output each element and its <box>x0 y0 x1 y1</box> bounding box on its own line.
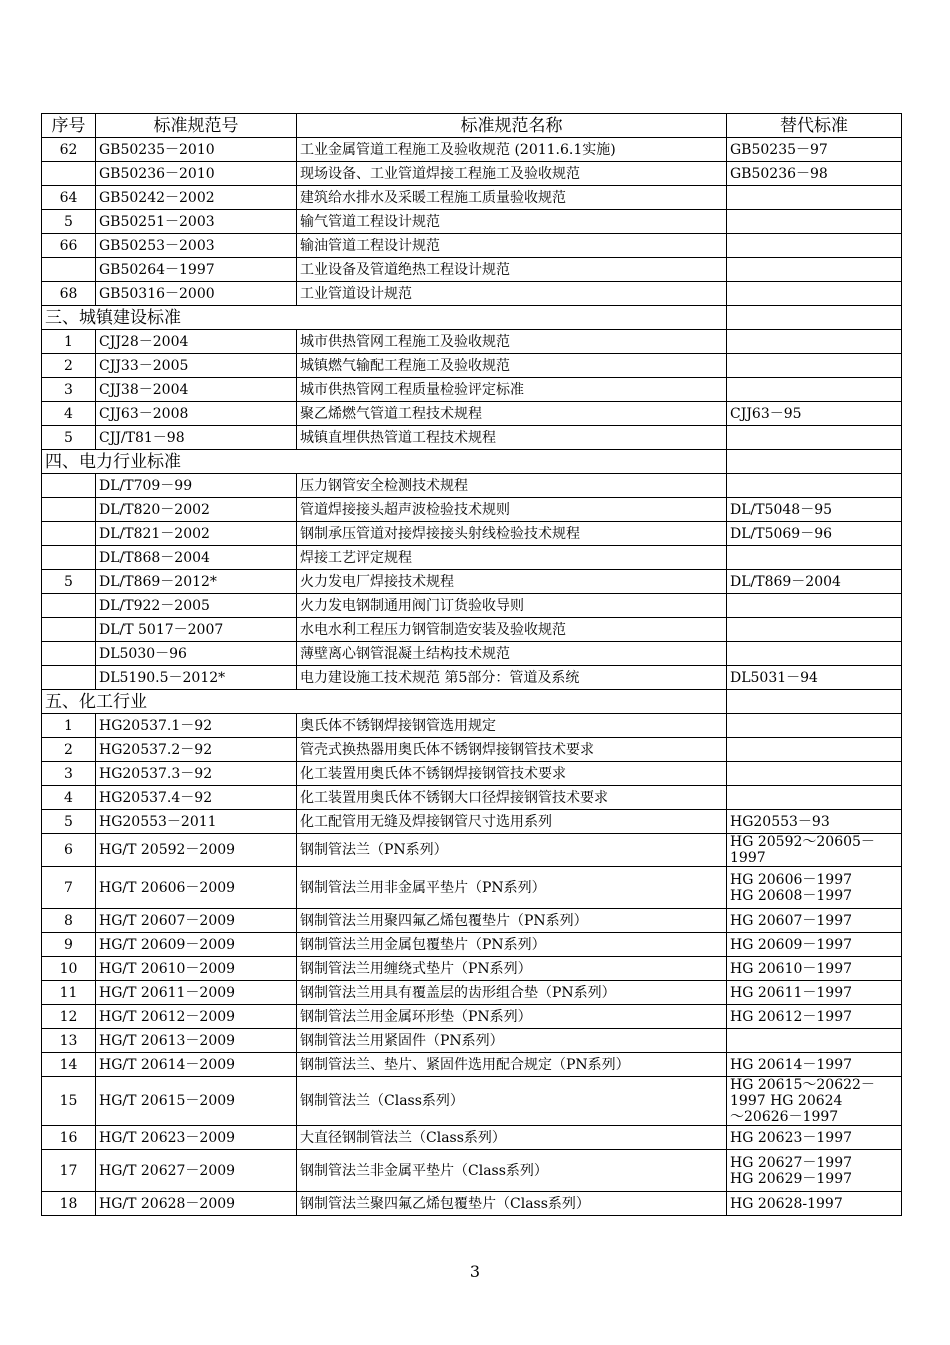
table-row <box>42 546 902 570</box>
table-row <box>42 522 902 546</box>
cell-name: 输气管道工程设计规范 <box>297 210 727 234</box>
section-title: 四、电力行业标准 <box>42 450 727 474</box>
table-row <box>42 378 902 402</box>
cell-code: DL/T821－2002 <box>96 522 297 546</box>
section-empty-cell <box>727 450 902 474</box>
table-row <box>42 258 902 282</box>
replacement-line: HG 20608－1997 <box>730 887 853 904</box>
cell-replacement <box>727 909 902 933</box>
cell-no <box>42 498 96 522</box>
cell-replacement <box>727 594 902 618</box>
cell-replacement <box>727 1029 902 1053</box>
table-row <box>42 810 902 834</box>
cell-replacement <box>727 282 902 306</box>
cell-name: 化工配管用无缝及焊接钢管尺寸选用系列 <box>297 810 727 834</box>
cell-name: 电力建设施工技术规范 第5部分：管道及系统 <box>297 666 727 690</box>
cell-name: 城市供热管网工程施工及验收规范 <box>297 330 727 354</box>
cell-name: 城镇燃气输配工程施工及验收规范 <box>297 354 727 378</box>
cell-name: 水电水利工程压力钢管制造安装及验收规范 <box>297 618 727 642</box>
cell-name: 压力钢管安全检测技术规程 <box>297 474 727 498</box>
cell-name: 管道焊接接头超声波检验技术规则 <box>297 498 727 522</box>
cell-name: 火力发电厂焊接技术规程 <box>297 570 727 594</box>
cell-code: HG/T 20627－2009 <box>96 1150 297 1192</box>
table-row <box>42 933 902 957</box>
cell-name: 钢制管法兰用紧固件（PN系列） <box>297 1029 727 1053</box>
cell-no: 5 <box>42 810 96 834</box>
replacement-line: HG 20612－1997 <box>730 1008 853 1025</box>
cell-no: 64 <box>42 186 96 210</box>
table-row <box>42 162 902 186</box>
cell-name: 钢制管法兰用具有覆盖层的齿形组合垫（PN系列） <box>297 981 727 1005</box>
cell-code: DL5030－96 <box>96 642 297 666</box>
cell-replacement <box>727 1126 902 1150</box>
cell-no: 5 <box>42 426 96 450</box>
section-row <box>42 450 902 474</box>
table-row <box>42 867 902 909</box>
table-row <box>42 426 902 450</box>
cell-replacement <box>727 933 902 957</box>
cell-no <box>42 162 96 186</box>
cell-replacement <box>727 714 902 738</box>
cell-replacement <box>727 378 902 402</box>
table-row <box>42 714 902 738</box>
cell-code: HG/T 20613－2009 <box>96 1029 297 1053</box>
cell-code: HG/T 20607－2009 <box>96 909 297 933</box>
table-row <box>42 1053 902 1077</box>
cell-no: 2 <box>42 738 96 762</box>
table-row <box>42 738 902 762</box>
table-row <box>42 786 902 810</box>
cell-code: HG20537.1－92 <box>96 714 297 738</box>
cell-no: 1 <box>42 330 96 354</box>
cell-replacement <box>727 957 902 981</box>
cell-name: 化工装置用奥氏体不锈钢大口径焊接钢管技术要求 <box>297 786 727 810</box>
cell-replacement <box>727 186 902 210</box>
cell-no <box>42 594 96 618</box>
cell-replacement <box>727 762 902 786</box>
cell-name: 大直径钢制管法兰（Class系列） <box>297 1126 727 1150</box>
cell-replacement <box>727 426 902 450</box>
header-no: 序号 <box>42 114 96 138</box>
table-row <box>42 957 902 981</box>
cell-replacement <box>727 162 902 186</box>
cell-no: 3 <box>42 762 96 786</box>
table-row <box>42 498 902 522</box>
table-row <box>42 402 902 426</box>
cell-code: DL/T869－2012* <box>96 570 297 594</box>
cell-replacement <box>727 834 902 867</box>
table-row <box>42 234 902 258</box>
cell-code: DL/T820－2002 <box>96 498 297 522</box>
cell-name: 城镇直埋供热管道工程技术规程 <box>297 426 727 450</box>
cell-code: HG/T 20609－2009 <box>96 933 297 957</box>
cell-replacement <box>727 810 902 834</box>
cell-replacement <box>727 1077 902 1126</box>
table-row <box>42 981 902 1005</box>
cell-no: 2 <box>42 354 96 378</box>
standards-table <box>41 113 902 1216</box>
replacement-line: DL/T5069－96 <box>730 525 833 542</box>
table-row <box>42 1005 902 1029</box>
table-row <box>42 282 902 306</box>
cell-code: GB50264－1997 <box>96 258 297 282</box>
cell-code: HG/T 20615－2009 <box>96 1077 297 1126</box>
cell-code: HG/T 20610－2009 <box>96 957 297 981</box>
replacement-line: HG 20609－1997 <box>730 936 853 953</box>
cell-name: 钢制承压管道对接焊接接头射线检验技术规程 <box>297 522 727 546</box>
cell-no: 62 <box>42 138 96 162</box>
section-empty-cell <box>727 306 902 330</box>
cell-name: 工业设备及管道绝热工程设计规范 <box>297 258 727 282</box>
cell-replacement <box>727 546 902 570</box>
cell-no <box>42 642 96 666</box>
cell-no: 15 <box>42 1077 96 1126</box>
replacement-line: HG 20615～20622－ <box>730 1077 875 1093</box>
table-row <box>42 642 902 666</box>
cell-no: 12 <box>42 1005 96 1029</box>
replacement-line: HG 20607－1997 <box>730 912 853 929</box>
cell-name: 钢制管法兰聚四氟乙烯包覆垫片（Class系列） <box>297 1192 727 1216</box>
cell-name: 化工装置用奥氏体不锈钢焊接钢管技术要求 <box>297 762 727 786</box>
cell-code: GB50253－2003 <box>96 234 297 258</box>
cell-code: HG20537.2－92 <box>96 738 297 762</box>
replacement-line: HG 20592～20605－ <box>730 834 875 850</box>
cell-no: 4 <box>42 402 96 426</box>
cell-name: 奥氏体不锈钢焊接钢管选用规定 <box>297 714 727 738</box>
replacement-line: ～20626－1997 <box>730 1109 839 1125</box>
table-header <box>42 114 902 138</box>
cell-no: 16 <box>42 1126 96 1150</box>
replacement-line: HG 20610－1997 <box>730 960 853 977</box>
cell-no: 5 <box>42 210 96 234</box>
replacement-line: HG 20629－1997 <box>730 1170 853 1187</box>
cell-name: 火力发电钢制通用阀门订货验收导则 <box>297 594 727 618</box>
cell-no: 9 <box>42 933 96 957</box>
replacement-line: 1997 <box>730 850 766 866</box>
cell-no: 66 <box>42 234 96 258</box>
section-empty-cell <box>727 690 902 714</box>
header-code: 标准规范号 <box>96 114 297 138</box>
replacement-line: 1997 HG 20624 <box>730 1093 843 1109</box>
cell-name: 钢制管法兰（PN系列） <box>297 834 727 867</box>
section-row <box>42 306 902 330</box>
cell-replacement <box>727 234 902 258</box>
cell-code: HG20537.4－92 <box>96 786 297 810</box>
cell-no: 8 <box>42 909 96 933</box>
cell-code: DL/T868－2004 <box>96 546 297 570</box>
cell-code: DL5190.5－2012* <box>96 666 297 690</box>
cell-replacement <box>727 258 902 282</box>
replacement-line: HG 20623－1997 <box>730 1129 853 1146</box>
table-row <box>42 909 902 933</box>
cell-code: GB50235－2010 <box>96 138 297 162</box>
cell-no <box>42 258 96 282</box>
table-row <box>42 1077 902 1126</box>
cell-code: HG/T 20614－2009 <box>96 1053 297 1077</box>
cell-replacement <box>727 738 902 762</box>
cell-code: GB50236－2010 <box>96 162 297 186</box>
section-title: 三、城镇建设标准 <box>42 306 727 330</box>
cell-no: 5 <box>42 570 96 594</box>
cell-no: 13 <box>42 1029 96 1053</box>
cell-name: 钢制管法兰用金属包覆垫片（PN系列） <box>297 933 727 957</box>
cell-no <box>42 546 96 570</box>
cell-code: CJJ38－2004 <box>96 378 297 402</box>
replacement-line: HG 20627－1997 <box>730 1154 853 1171</box>
cell-replacement <box>727 981 902 1005</box>
cell-replacement <box>727 618 902 642</box>
table-row <box>42 210 902 234</box>
cell-replacement <box>727 1150 902 1192</box>
cell-code: HG/T 20606－2009 <box>96 867 297 909</box>
cell-code: GB50316－2000 <box>96 282 297 306</box>
cell-code: CJJ33－2005 <box>96 354 297 378</box>
cell-code: DL/T 5017－2007 <box>96 618 297 642</box>
table-row <box>42 1029 902 1053</box>
table-row <box>42 618 902 642</box>
table-row <box>42 570 902 594</box>
header-name: 标准规范名称 <box>297 114 727 138</box>
replacement-line: HG20553－93 <box>730 813 830 830</box>
cell-no: 68 <box>42 282 96 306</box>
replacement-line: DL5031－94 <box>730 669 818 686</box>
cell-name: 钢制管法兰用非金属平垫片（PN系列） <box>297 867 727 909</box>
replacement-line: HG 20611－1997 <box>730 984 853 1001</box>
cell-replacement <box>727 354 902 378</box>
table-body <box>42 138 902 1216</box>
table-row <box>42 594 902 618</box>
cell-no: 10 <box>42 957 96 981</box>
cell-code: CJJ63－2008 <box>96 402 297 426</box>
cell-no: 17 <box>42 1150 96 1192</box>
cell-name: 钢制管法兰用金属环形垫（PN系列） <box>297 1005 727 1029</box>
table-row <box>42 354 902 378</box>
cell-no <box>42 666 96 690</box>
cell-name: 钢制管法兰用聚四氟乙烯包覆垫片（PN系列） <box>297 909 727 933</box>
cell-no: 18 <box>42 1192 96 1216</box>
table-row <box>42 1150 902 1192</box>
cell-name: 输油管道工程设计规范 <box>297 234 727 258</box>
cell-code: HG/T 20612－2009 <box>96 1005 297 1029</box>
replacement-line: DL/T5048－95 <box>730 501 833 518</box>
cell-replacement <box>727 498 902 522</box>
cell-code: HG20553－2011 <box>96 810 297 834</box>
cell-code: HG20537.3－92 <box>96 762 297 786</box>
cell-replacement <box>727 1192 902 1216</box>
section-title: 五、化工行业 <box>42 690 727 714</box>
cell-replacement <box>727 786 902 810</box>
replacement-line: HG 20614－1997 <box>730 1056 853 1073</box>
table-row <box>42 138 902 162</box>
page-number: 3 <box>469 1262 481 1281</box>
cell-code: HG/T 20628－2009 <box>96 1192 297 1216</box>
cell-replacement <box>727 666 902 690</box>
cell-replacement <box>727 330 902 354</box>
table-row <box>42 666 902 690</box>
cell-no: 4 <box>42 786 96 810</box>
cell-replacement <box>727 522 902 546</box>
replacement-line: GB50236－98 <box>730 165 828 182</box>
cell-name: 钢制管法兰、垫片、紧固件选用配合规定（PN系列） <box>297 1053 727 1077</box>
table-row <box>42 834 902 867</box>
cell-name: 钢制管法兰非金属平垫片（Class系列） <box>297 1150 727 1192</box>
replacement-line: HG 20606－1997 <box>730 871 853 888</box>
replacement-line: DL/T869－2004 <box>730 573 841 590</box>
cell-name: 工业金属管道工程施工及验收规范 (2011.6.1实施) <box>297 138 727 162</box>
cell-replacement <box>727 138 902 162</box>
replacement-line: CJJ63－95 <box>730 405 802 422</box>
table-row <box>42 1126 902 1150</box>
cell-replacement <box>727 867 902 909</box>
cell-no: 6 <box>42 834 96 867</box>
header-replacement: 替代标准 <box>727 114 902 138</box>
cell-name: 工业管道设计规范 <box>297 282 727 306</box>
cell-code: GB50242－2002 <box>96 186 297 210</box>
replacement-line: HG 20628-1997 <box>730 1195 843 1212</box>
cell-name: 焊接工艺评定规程 <box>297 546 727 570</box>
cell-code: HG/T 20592－2009 <box>96 834 297 867</box>
cell-code: DL/T709－99 <box>96 474 297 498</box>
cell-code: CJJ28－2004 <box>96 330 297 354</box>
cell-replacement <box>727 474 902 498</box>
cell-no: 11 <box>42 981 96 1005</box>
cell-replacement <box>727 642 902 666</box>
section-row <box>42 690 902 714</box>
cell-name: 薄壁离心钢管混凝土结构技术规范 <box>297 642 727 666</box>
cell-replacement <box>727 570 902 594</box>
cell-name: 建筑给水排水及采暖工程施工质量验收规范 <box>297 186 727 210</box>
cell-name: 钢制管法兰（Class系列） <box>297 1077 727 1126</box>
cell-no: 1 <box>42 714 96 738</box>
cell-no <box>42 522 96 546</box>
cell-code: DL/T922－2005 <box>96 594 297 618</box>
cell-code: HG/T 20623－2009 <box>96 1126 297 1150</box>
cell-no: 7 <box>42 867 96 909</box>
replacement-line: GB50235－97 <box>730 141 828 158</box>
cell-name: 城市供热管网工程质量检验评定标准 <box>297 378 727 402</box>
table-row <box>42 474 902 498</box>
cell-no: 14 <box>42 1053 96 1077</box>
cell-no: 3 <box>42 378 96 402</box>
cell-name: 聚乙烯燃气管道工程技术规程 <box>297 402 727 426</box>
cell-code: GB50251－2003 <box>96 210 297 234</box>
table-row <box>42 186 902 210</box>
table-row <box>42 762 902 786</box>
cell-no <box>42 618 96 642</box>
cell-name: 管壳式换热器用奥氏体不锈钢焊接钢管技术要求 <box>297 738 727 762</box>
cell-code: CJJ/T81－98 <box>96 426 297 450</box>
cell-no <box>42 474 96 498</box>
cell-code: HG/T 20611－2009 <box>96 981 297 1005</box>
table-row <box>42 1192 902 1216</box>
cell-replacement <box>727 402 902 426</box>
cell-replacement <box>727 1005 902 1029</box>
table-row <box>42 330 902 354</box>
cell-replacement <box>727 210 902 234</box>
cell-name: 现场设备、工业管道焊接工程施工及验收规范 <box>297 162 727 186</box>
cell-replacement <box>727 1053 902 1077</box>
cell-name: 钢制管法兰用缠绕式垫片（PN系列） <box>297 957 727 981</box>
